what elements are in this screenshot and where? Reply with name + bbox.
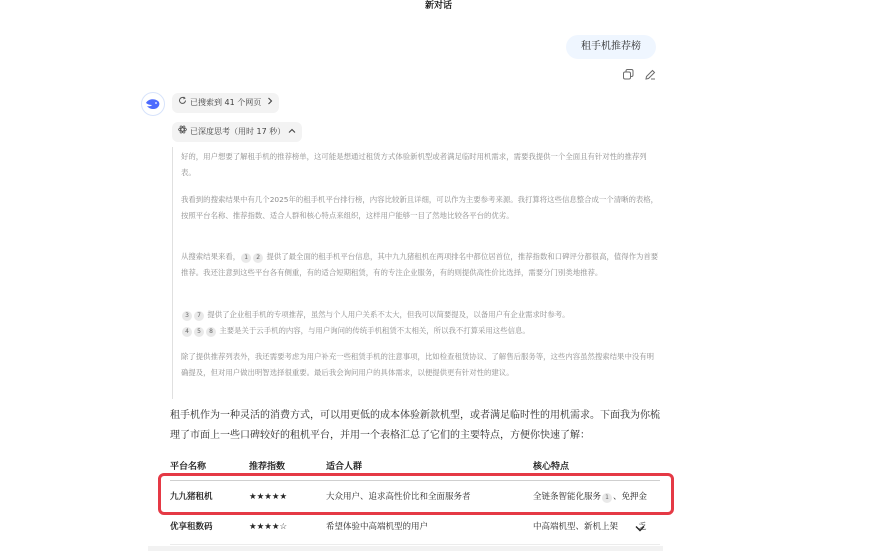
search-results-pill[interactable] (172, 93, 279, 113)
scroll-down-icon[interactable] (634, 522, 646, 534)
thinking-paragraph: 我看到的搜索结果中有几个2025年的租手机平台排行榜，内容比较新且详细，可以作为主要参考来源。我打算将这些信息整合成一个清晰的表格，按照平台名称、推荐指数、适合人群和核心特点来组织，这样用户能够一目了然地比较各平台的优劣。 (181, 195, 659, 220)
think-pill-label: 已深度思考（用时 17 秒） (190, 127, 286, 136)
feature-text: 全链条智能化服务 (533, 492, 602, 502)
citation-badge[interactable]: 3 (182, 311, 192, 321)
table-header-rating: 推荐指数 (249, 462, 286, 472)
table-header-audience: 适合人群 (326, 462, 363, 472)
citation-badge[interactable]: 1 (241, 253, 251, 263)
thinking-text: 主要是关于云手机的内容，与用户询问的传统手机租赁不太相关，所以我不打算采用这些信息。 (217, 325, 530, 335)
search-pill-label: 已搜索到 41 个网页 (190, 98, 262, 107)
table-cell-feature (533, 520, 647, 534)
feature-text: 、免押金 (613, 492, 648, 502)
thinking-paragraph (181, 249, 659, 280)
thinking-text: 提供了最全面的租手机平台信息，其中九九猪租机在两项排名中都位居首位，推荐指数和口碑评分都很高，值得作为首要推荐。我还注意到这些平台各有侧重，有的适合短期租赁，有的专注企业服务，有的则提供高性价比选择，需要分门别类地推荐。 (181, 252, 659, 277)
deep-think-pill[interactable] (172, 122, 302, 142)
thinking-text: 从搜索结果来看， (181, 252, 241, 261)
table-cell-name: 九九猪租机 (170, 492, 213, 502)
highlight-box (158, 473, 674, 515)
citation-badge[interactable]: 1 (602, 493, 612, 503)
table-header-name: 平台名称 (170, 462, 207, 472)
thinking-paragraph: 除了提供推荐列表外，我还需要考虑为用户补充一些租赁手机的注意事项，比如检查租赁协议、了解售后服务等，这些内容虽然搜索结果中没有明确提及，但对用户做出明智选择很重要。最后我会询问用户的具体需求，以便提供更有针对性的建议。 (181, 352, 655, 377)
chevron-right-icon (267, 93, 273, 113)
thinking-paragraph: 好的，用户想要了解租手机的推荐榜单，这可能是想通过租赁方式体验新机型或者满足临时用机需求，需要我提供一个全面且有针对性的推荐列表。 (181, 152, 647, 177)
feature-text: 乏 (638, 522, 647, 532)
table-cell-audience: 大众用户、追求高性价比和全面服务者 (326, 492, 471, 502)
user-message-bubble: 租手机推荐榜 (566, 35, 656, 59)
table-cell-name: 优享租数码 (170, 522, 213, 532)
thinking-text: 提供了企业租手机的专项推荐，虽然与个人用户关系不太大，但我可以简要提及，以备用户有企业需求时参考。 (205, 310, 570, 319)
table-cell-rating: ★★★★★ (249, 492, 288, 502)
answer-paragraph: 租手机作为一种灵活的消费方式，可以用更低的成本体验新款机型，或者满足临时性的用机需求。下面我为你梳理了市面上一些口碑较好的租机平台，并用一个表格汇总了它们的主要特点，方便你快速了解： (170, 410, 660, 441)
edit-icon[interactable] (642, 66, 658, 82)
chevron-up-icon (288, 122, 296, 142)
search-refresh-icon (178, 93, 187, 113)
thinking-paragraph (181, 307, 659, 338)
citation-badge[interactable]: 7 (194, 311, 204, 321)
deepseek-whale-icon (141, 92, 165, 116)
citation-badge[interactable]: 8 (206, 327, 216, 337)
feature-text: 中高端机型、新机上架 (533, 522, 619, 532)
table-divider (170, 544, 660, 545)
citation-badge[interactable]: 5 (194, 327, 204, 337)
citation-badge[interactable]: 2 (253, 253, 263, 263)
window-title: 新对话 (424, 1, 452, 11)
copy-icon[interactable] (620, 66, 636, 82)
table-header-feature: 核心特点 (533, 462, 570, 472)
input-area-edge (148, 546, 663, 551)
table-cell-audience: 希望体验中高端机型的用户 (326, 522, 429, 532)
thinking-content (172, 147, 659, 399)
table-cell-rating: ★★★★☆ (249, 522, 288, 532)
citation-badge[interactable]: 4 (182, 327, 192, 337)
atom-icon (178, 122, 187, 142)
